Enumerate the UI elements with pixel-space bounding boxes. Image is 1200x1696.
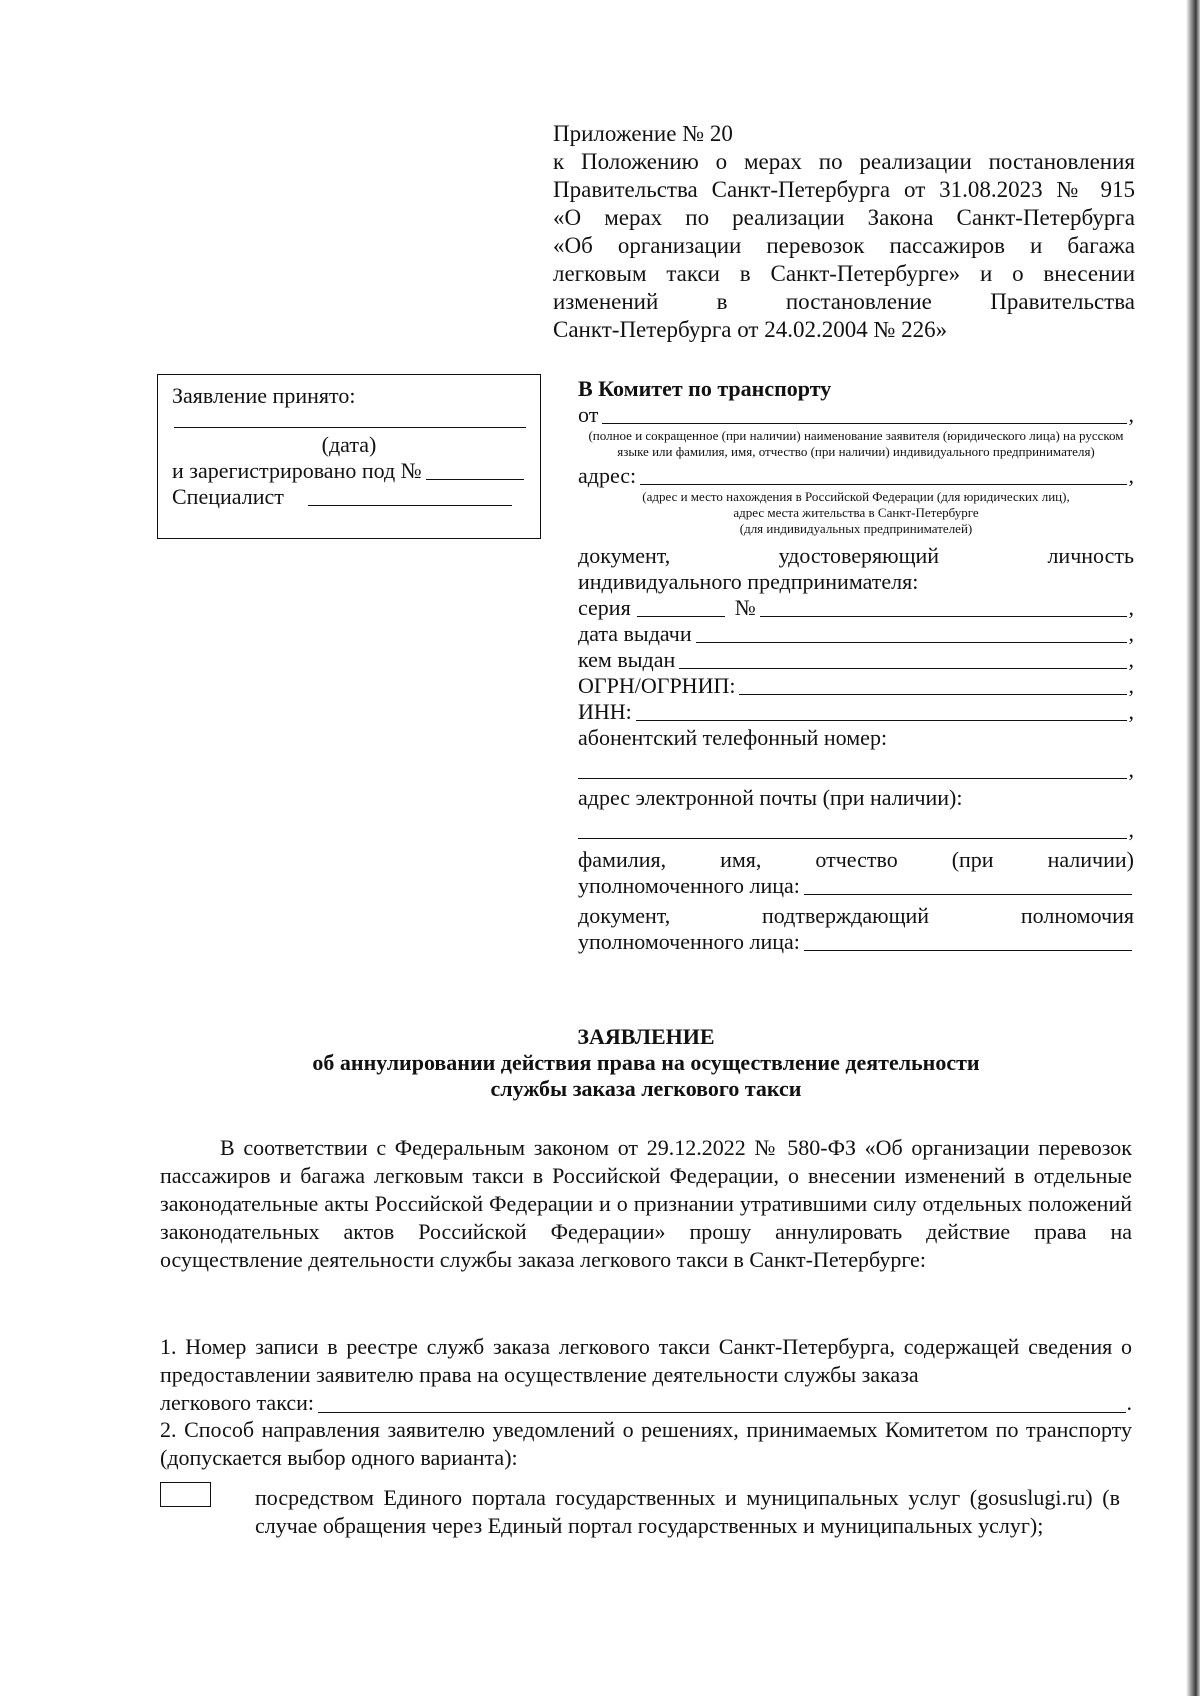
item-1-text: 1. Номер записи в реестре служб заказа легкового такси Санкт-Петербурга, содержащей сведения о предоставлении заявителю права на осуществление деятельности службы заказа — [160, 1334, 1132, 1387]
from-row: от , — [578, 402, 1134, 427]
date-line[interactable] — [174, 415, 526, 428]
item-1-tail: легкового такси: — [160, 1390, 314, 1415]
appendix-line-last: Санкт-Петербурга от 24.02.2004 № 226» — [553, 317, 948, 342]
phone-label: абонентский телефонный номер: — [578, 725, 888, 750]
appendix-line: Правительства Санкт-Петербурга от 31.08.2023 № 915 — [553, 177, 1135, 202]
option-1-checkbox[interactable] — [160, 1482, 211, 1507]
rep-doc-input-line[interactable] — [804, 930, 1132, 951]
recipient-to: В Комитет по транспорту — [578, 376, 832, 401]
address-hint-3: (для индивидуальных предпринимателей) — [739, 521, 973, 536]
id-doc-line2: индивидуального предпринимателя: — [578, 569, 919, 594]
applicant-name-hint: (полное и сокращенное (при наличии) наименование заявителя (юридического лица) на русском языке или фамилия, имя, отчество (при наличии) индивидуального предпринимателя) — [588, 428, 1124, 459]
address-line[interactable] — [640, 464, 1126, 485]
rep-name-row — [578, 873, 1134, 899]
series-row: серия № , — [578, 595, 1134, 620]
ogrn-row: ОГРН/ОГРНИП: , — [578, 673, 1134, 698]
from-label: от — [578, 402, 599, 427]
statement-body: В соответствии с Федеральным законом от 29.12.2022 № 580-ФЗ «Об организации перевозок пассажиров и багажа легковым такси в Российской Федерации, о внесении изменений в отдельные законодательные акты Российской Федерации и о признании утратившими силу отдельных положений законодательных актов Российской Федерации» прошу аннулировать действие права на осуществление деятельности службы заказа легкового такси в Санкт-Петербурге: — [160, 1135, 1132, 1272]
statement-title: ЗАЯВЛЕНИЕ — [577, 1024, 715, 1049]
registered-row — [172, 458, 526, 484]
rep-doc-line1: документ, подтверждающий полномочия — [578, 903, 1134, 928]
ogrn-line[interactable] — [739, 674, 1126, 695]
specialist-row — [172, 484, 526, 510]
appendix-line: легковым такси в Санкт-Петербурге» и о внесении — [553, 261, 1135, 286]
registry-number-line[interactable] — [318, 1392, 1126, 1413]
id-doc-line1: документ, удостоверяющий личность — [578, 543, 1134, 568]
number-label: № — [734, 595, 756, 620]
address-hint-1: (адрес и место нахождения в Российской Федерации (для юридических лиц), — [642, 489, 1070, 504]
rep-name-line1: фамилия, имя, отчество (при наличии) — [578, 847, 1134, 872]
appendix-line: изменений в постановление Правительства — [553, 289, 1135, 314]
issue-date-row: дата выдачи , — [578, 621, 1134, 646]
rep-doc-row — [578, 929, 1134, 955]
phone-line[interactable] — [578, 758, 1127, 779]
item-2: 2. Способ направления заявителю уведомлений о решениях, принимаемых Комитетом по транспорту (допускается выбор одного варианта): — [160, 1417, 1132, 1470]
series-line[interactable] — [637, 596, 725, 617]
rep-name-line2: уполномоченного лица: — [578, 873, 800, 898]
inn-row: ИНН: , — [578, 699, 1134, 724]
appendix-line: «О мерах по реализации Закона Санкт-Петербурга — [553, 205, 1135, 230]
item-1-row: легкового такси: . — [160, 1390, 1132, 1415]
statement-heading — [157, 1024, 1135, 1102]
option-1-text: посредством Единого портала государственных и муниципальных услуг (gosuslugi.ru) (в случае обращения через Единый портал государственных и муниципальных услуг); — [255, 1485, 1120, 1538]
statement-subtitle-2: службы заказа легкового такси — [490, 1076, 802, 1101]
issue-date-label: дата выдачи — [578, 621, 692, 646]
applicant-name-line[interactable] — [602, 403, 1126, 424]
registration-number-line[interactable] — [426, 459, 524, 480]
issued-by-line[interactable] — [679, 648, 1126, 669]
rep-name-input-line[interactable] — [804, 874, 1132, 895]
inn-label: ИНН: — [578, 699, 632, 724]
address-row: адрес: , — [578, 463, 1134, 488]
appendix-line: «Об организации перевозок пассажиров и багажа — [553, 233, 1135, 258]
series-label: серия — [578, 595, 631, 620]
appendix-title: Приложение № 20 — [553, 121, 733, 146]
number-line[interactable] — [760, 596, 1127, 617]
received-box — [157, 374, 541, 539]
email-label: адрес электронной почты (при наличии): — [578, 785, 963, 810]
appendix-line: к Положению о мерах по реализации постановления — [553, 149, 1135, 174]
registered-label: и зарегистрировано под № — [172, 458, 422, 483]
appendix-block — [553, 120, 1135, 344]
email-line[interactable] — [578, 818, 1127, 839]
specialist-label: Специалист — [172, 484, 284, 509]
specialist-line[interactable] — [308, 485, 512, 506]
email-row: , — [578, 817, 1134, 843]
rep-doc-line2: уполномоченного лица: — [578, 929, 800, 954]
inn-line[interactable] — [636, 700, 1127, 721]
statement-subtitle-1: об аннулировании действия права на осуществление деятельности — [312, 1050, 980, 1075]
item-1 — [160, 1333, 1132, 1417]
scan-edge — [1186, 0, 1200, 1696]
ogrn-label: ОГРН/ОГРНИП: — [578, 673, 736, 698]
issued-by-label: кем выдан — [578, 647, 676, 672]
address-label: адрес: — [578, 463, 637, 488]
accepted-label: Заявление принято: — [172, 383, 356, 408]
issued-by-row: кем выдан , — [578, 647, 1134, 672]
address-hint-2: адрес места жительства в Санкт-Петербурге — [733, 505, 979, 520]
date-label: (дата) — [321, 432, 377, 457]
recipient-block — [578, 376, 1134, 955]
phone-row: , — [578, 757, 1134, 783]
issue-date-line[interactable] — [696, 622, 1127, 643]
